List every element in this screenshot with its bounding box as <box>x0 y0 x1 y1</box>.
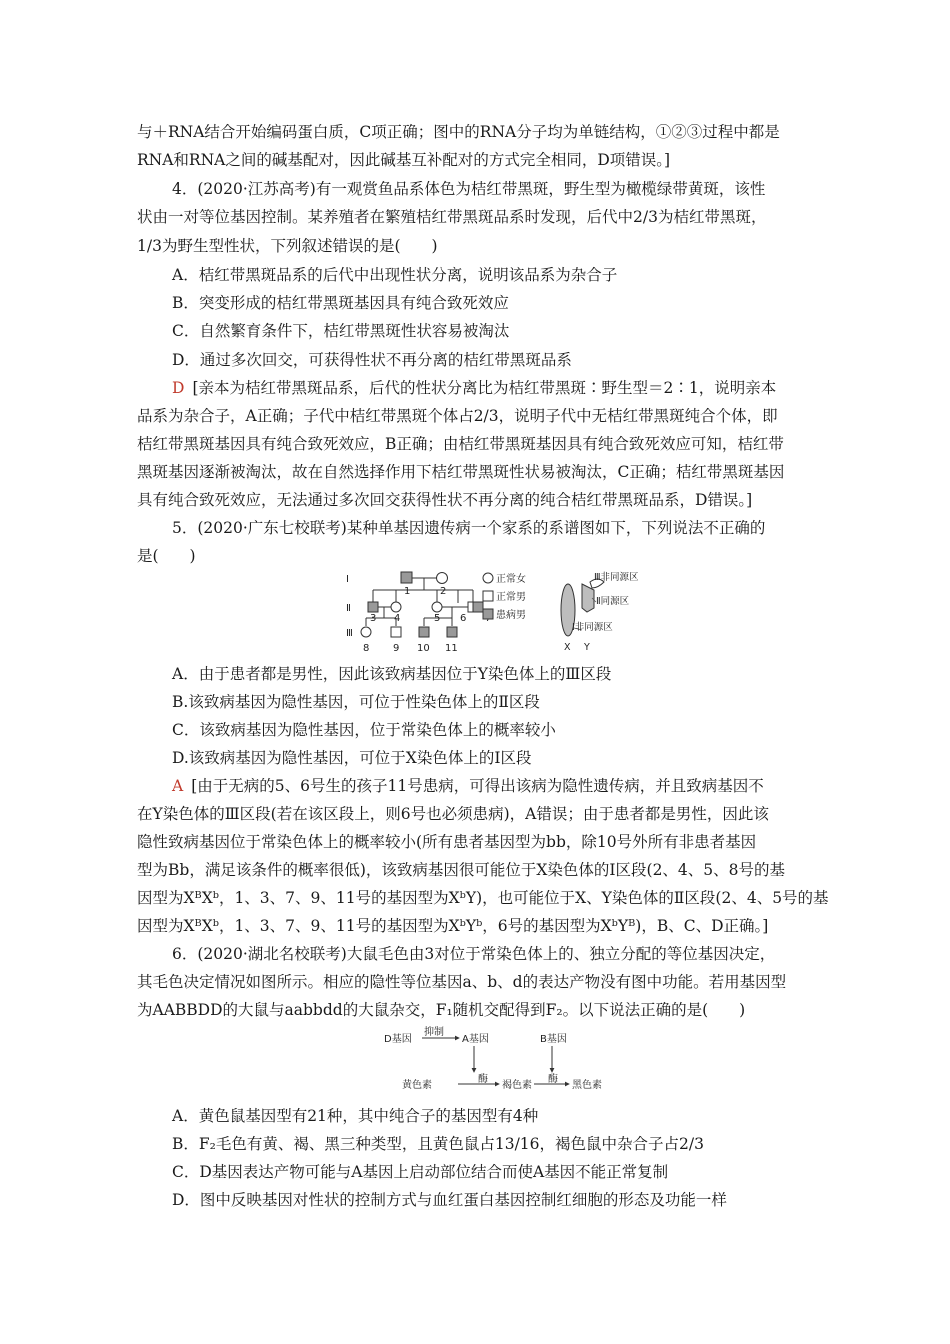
region-i-label: Ⅰ非同源区 <box>572 622 613 633</box>
legend-affected-symbol <box>483 609 493 619</box>
q4-option-c: C．自然繁育条件下，桔红带黑斑性状容易被淘汰 <box>172 322 510 340</box>
gene-pathway-diagram <box>378 1026 618 1098</box>
pedigree-affected-male-7 <box>473 602 483 612</box>
q6-stem: 6．(2020·湖北名校联考)大鼠毛色由3对位于常染色体上的、独立分配的等位基因决定， <box>172 945 776 963</box>
q5-option-c: C．该致病基因为隐性基因，位于常染色体上的概率较小 <box>172 721 556 739</box>
q4-explanation: 具有纯合致死效应，无法通过多次回交获得性状不再分离的纯合桔红带黑斑品系，D错误。] <box>137 491 753 509</box>
q5-option-a: A．由于患者都是男性，因此该致病基因位于Y染色体上的Ⅲ区段 <box>172 665 612 683</box>
q6-stem: 其毛色决定情况如图所示。相应的隐性等位基因a、b、d的表达产物没有图中功能。若用基因型 <box>137 973 787 991</box>
pedigree-female-5 <box>432 602 442 612</box>
legend-male-symbol <box>483 591 493 601</box>
q5-explanation: 隐性致病基因位于常染色体上的概率较小(所有患者基因型为bb，除10号外所有非患者基因 <box>137 833 757 851</box>
pedigree-female-8 <box>361 627 371 637</box>
q5-explanation <box>172 776 852 796</box>
q5-option-d: D.该致病基因为隐性基因，可位于X染色体上的Ⅰ区段 <box>172 749 532 767</box>
region-iii-label: Ⅲ非同源区 <box>594 572 639 583</box>
y-chromosome-label: Y <box>584 642 590 653</box>
x-chromosome-label: X <box>564 642 571 653</box>
individual-number: 4 <box>394 613 401 624</box>
q6-stem: 为AABBDD的大鼠与aabbdd的大鼠杂交，F₁随机交配得到F₂。以下说法正确的是( ) <box>137 1001 746 1019</box>
q4-explanation-text: [亲本为桔红带黑斑品系，后代的性状分离比为桔红带黑斑∶野生型＝2∶1，说明亲本 <box>192 379 777 397</box>
inhibit-label: 抑制 <box>424 1027 444 1038</box>
q5-stem: 5．(2020·广东七校联考)某种单基因遗传病一个家系的系谱图如下，下列说法不正确的 <box>172 519 766 537</box>
pedigree-female-2 <box>437 573 448 584</box>
q6-option-b: B．F₂毛色有黄、褐、黑三种类型，且黄色鼠占13/16，褐色鼠中杂合子占2/3 <box>172 1135 704 1153</box>
legend-female-label: 正常女 <box>496 574 526 585</box>
q6-option-c: C．D基因表达产物可能与A基因上启动部位结合而使A基因不能正常复制 <box>172 1163 669 1181</box>
pedigree-affected-male-11 <box>447 627 457 637</box>
region-ii-label: Ⅱ同源区 <box>596 596 630 607</box>
pedigree-figure <box>340 566 570 658</box>
q4-stem: 4．(2020·江苏高考)有一观赏鱼品系体色为桔红带黑斑，野生型为橄榄绿带黄斑，该性 <box>172 180 766 198</box>
legend-affected-label: 患病男 <box>496 610 526 621</box>
q4-explanation <box>172 378 852 398</box>
intro-line: RNA和RNA之间的碱基配对，因此碱基互补配对的方式完全相同，D项错误。] <box>137 151 671 169</box>
brown-pigment-label: 褐色素 <box>502 1080 532 1091</box>
pedigree-male-9 <box>391 627 401 637</box>
q4-explanation: 黑斑基因逐渐被淘汰，故在自然选择作用下桔红带黑斑性状易被淘汰，C正确；桔红带黑斑基因 <box>137 463 785 481</box>
black-pigment-label: 黑色素 <box>572 1080 602 1091</box>
generation-label: Ⅰ <box>346 574 349 585</box>
individual-number: 9 <box>393 643 400 654</box>
b-gene-label: B基因 <box>540 1034 567 1045</box>
gene-pathway-figure <box>378 1026 618 1098</box>
q5-explanation: 因型为XᴮXᵇ，1、3、7、9、11号的基因型为XᵇY)，也可能位于X、Y染色体的Ⅱ区段(2、4、5号的基 <box>137 889 829 907</box>
q4-option-a: A．桔红带黑斑品系的后代中出现性状分离，说明该品系为杂合子 <box>172 266 618 284</box>
q4-option-d: D．通过多次回交，可获得性状不再分离的桔红带黑斑品系 <box>172 351 572 369</box>
intro-line: 与＋RNA结合开始编码蛋白质，C项正确；图中的RNA分子均为单链结构，①②③过程中都是 <box>137 123 780 141</box>
q4-option-b: B．突变形成的桔红带黑斑基因具有纯合致死效应 <box>172 294 509 312</box>
pedigree-affected-male-3 <box>368 602 378 612</box>
q4-stem: 状由一对等位基因控制。某养殖者在繁殖桔红带黑斑品系时发现，后代中2/3为桔红带黑斑， <box>137 208 767 226</box>
individual-number: 6 <box>460 613 467 624</box>
q4-answer: D <box>172 379 185 397</box>
pedigree-female-4 <box>391 602 401 612</box>
individual-number: 2 <box>440 586 447 597</box>
q5-answer: A <box>172 777 184 795</box>
q5-stem: 是( ) <box>137 547 196 565</box>
individual-number: 5 <box>434 613 441 624</box>
pedigree-chart <box>340 566 570 658</box>
generation-label: Ⅱ <box>346 603 351 614</box>
q6-option-a: A．黄色鼠基因型有21种，其中纯合子的基因型有4种 <box>172 1107 539 1125</box>
chromosome-diagram <box>554 568 664 654</box>
pedigree-affected-male-10 <box>419 627 429 637</box>
enzyme-label-1: 酶 <box>478 1074 488 1085</box>
q5-explanation: 因型为XᴮXᵇ，1、3、7、9、11号的基因型为XᵇYᵇ，6号的基因型为XᵇYᴮ)，B、C、D正确。] <box>137 917 769 935</box>
chromosome-figure <box>554 568 664 654</box>
q6-option-d: D．图中反映基因对性状的控制方式与血红蛋白基因控制红细胞的形态及功能一样 <box>172 1191 727 1209</box>
individual-number: 10 <box>417 643 430 654</box>
q5-explanation: 型为Bb，满足该条件的概率很低)，该致病基因很可能位于X染色体的Ⅰ区段(2、4、5、8号的基 <box>137 861 786 879</box>
individual-number: 3 <box>370 613 377 624</box>
enzyme-label-2: 酶 <box>548 1074 558 1085</box>
a-gene-label: A基因 <box>462 1034 489 1045</box>
individual-number: 1 <box>404 586 411 597</box>
d-gene-label: D基因 <box>384 1034 412 1045</box>
q4-explanation: 品系为杂合子，A正确；子代中桔红带黑斑个体占2/3，说明子代中无桔红带黑斑纯合个体，即 <box>137 407 778 425</box>
legend-male-label: 正常男 <box>496 592 526 603</box>
individual-number: 11 <box>445 643 458 654</box>
yellow-pigment-label: 黄色素 <box>402 1080 432 1091</box>
q5-option-b: B.该致病基因为隐性基因，可位于性染色体上的Ⅱ区段 <box>172 693 540 711</box>
individual-number: 8 <box>363 643 370 654</box>
q5-explanation: 在Y染色体的Ⅲ区段(若在该区段上，则6号也必须患病)，A错误；由于患者都是男性，因此该 <box>137 805 769 823</box>
q5-explanation-text: [由于无病的5、6号生的孩子11号患病，可得出该病为隐性遗传病，并且致病基因不 <box>191 777 764 795</box>
legend-female-symbol <box>483 573 493 583</box>
generation-label: Ⅲ <box>346 628 353 639</box>
q4-explanation: 桔红带黑斑基因具有纯合致死效应，B正确；由桔红带黑斑基因具有纯合致死效应可知，桔红带 <box>137 435 784 453</box>
q4-stem: 1/3为野生型性状，下列叙述错误的是( ) <box>137 237 438 255</box>
pedigree-affected-male-1 <box>401 572 412 583</box>
